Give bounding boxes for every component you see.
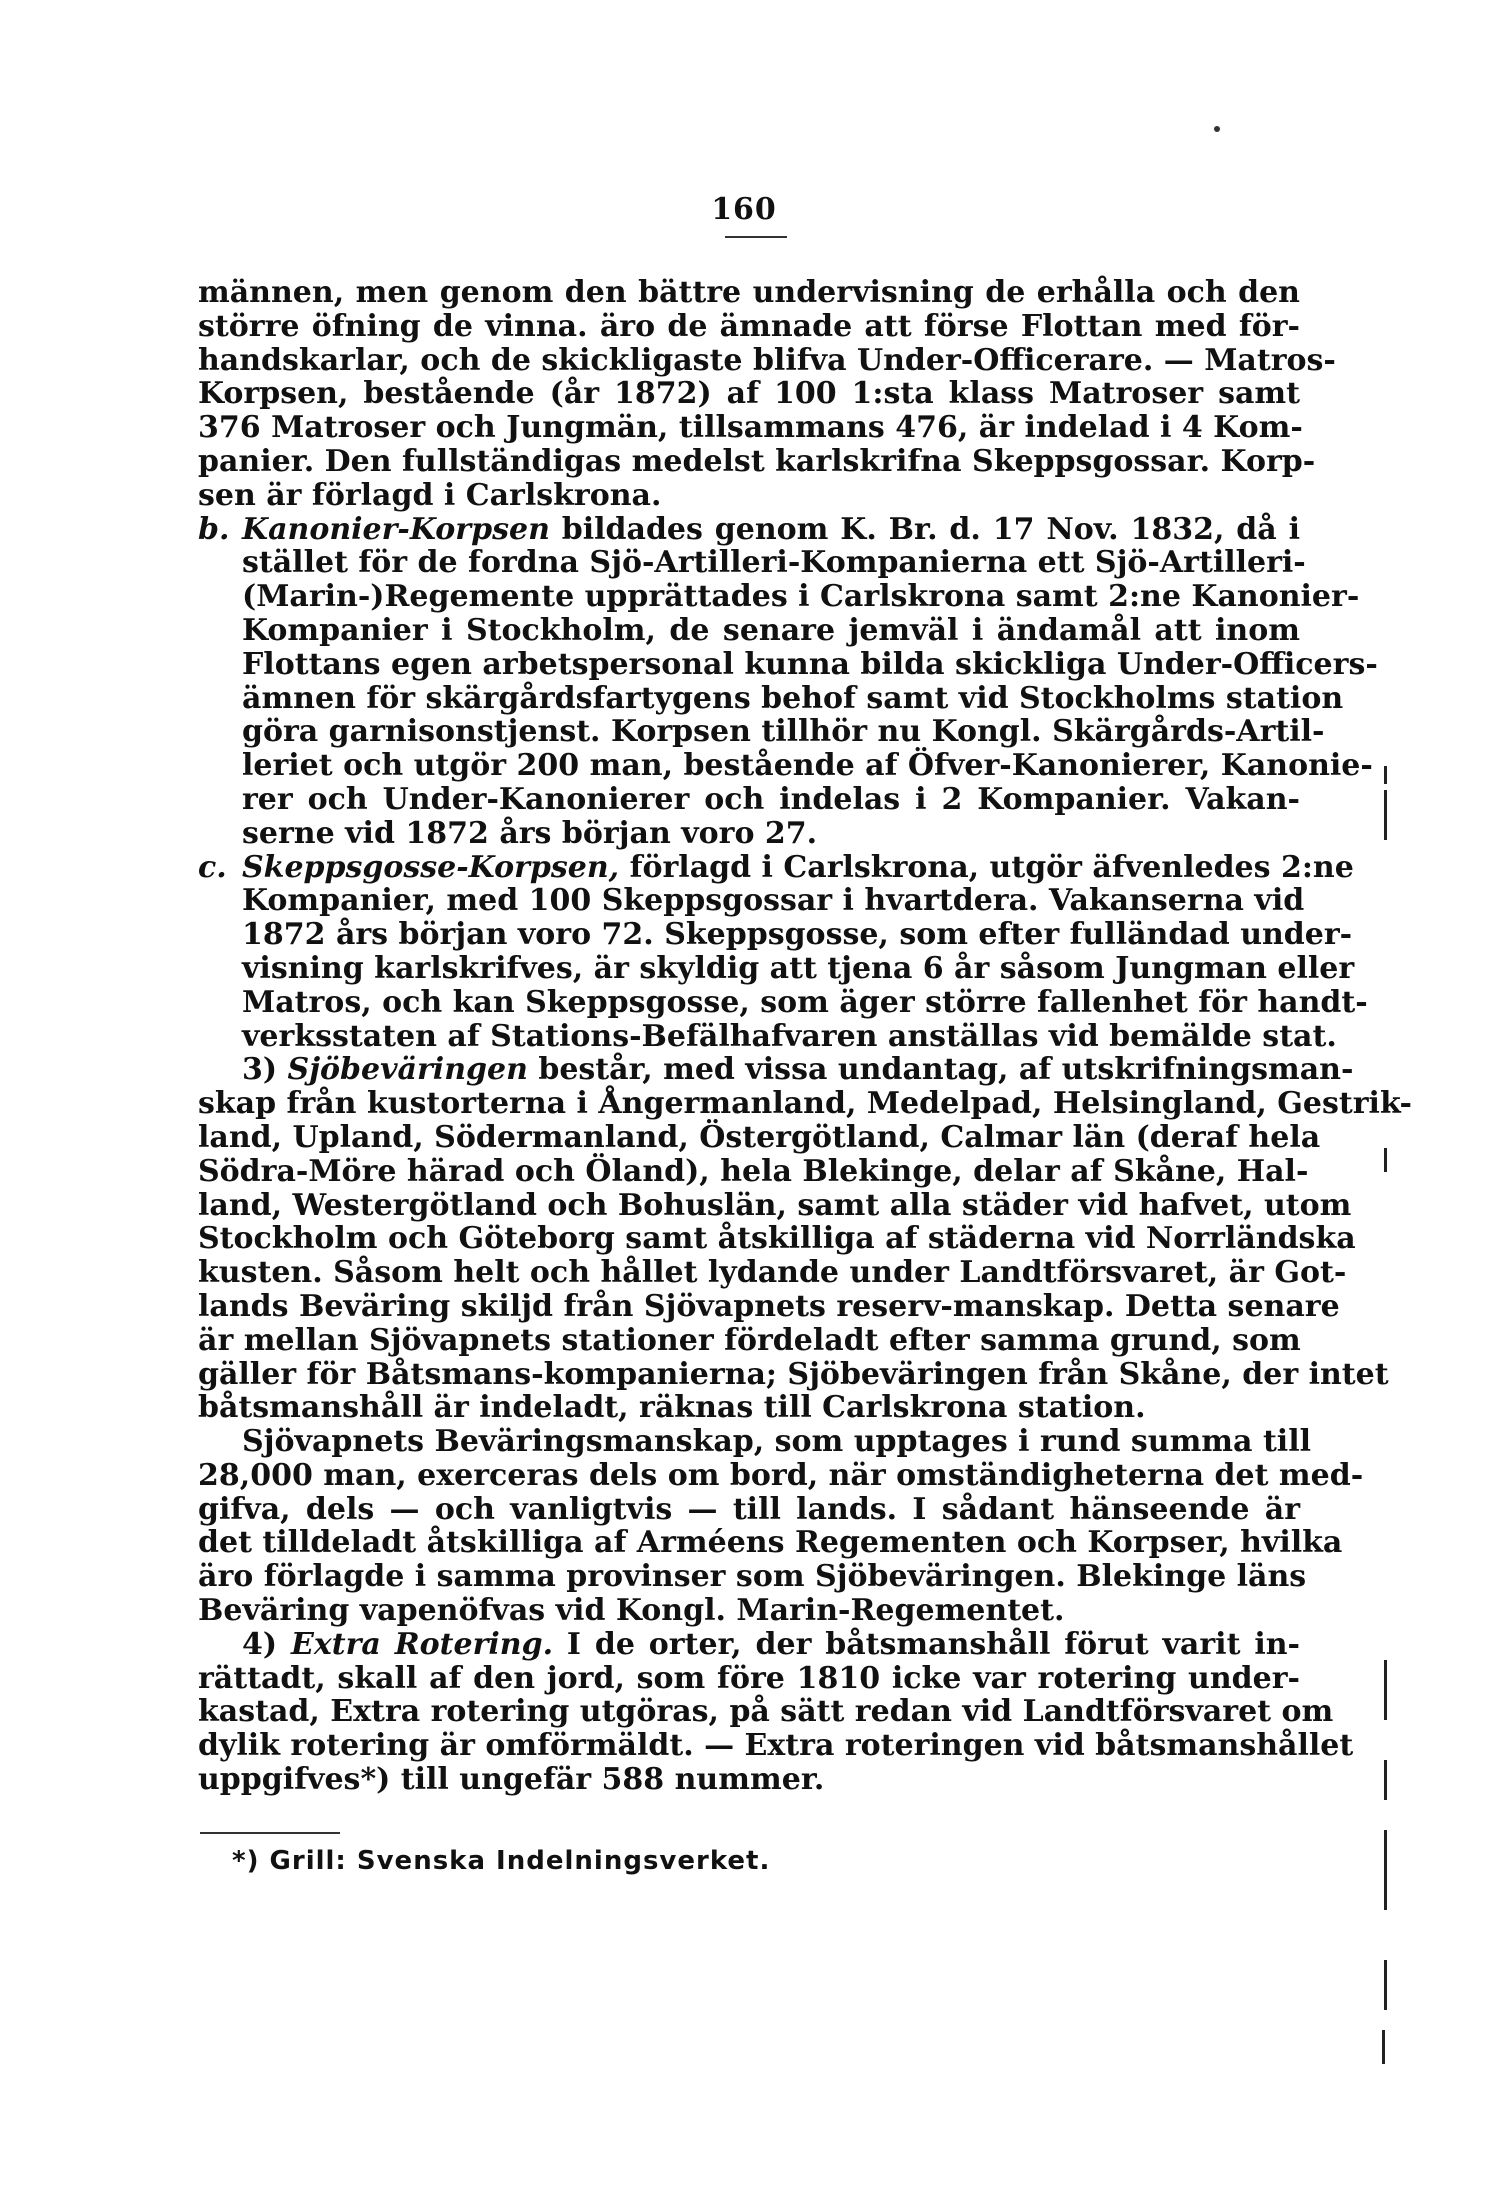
section-title: Sjöbeväringen <box>287 1052 528 1088</box>
text-line: Stockholm och Göteborg samt åtskilliga af städerna vid Norrländska <box>198 1221 1356 1257</box>
margin-mark <box>1384 1830 1387 1910</box>
text-line: 1872 års början voro 72. Skeppsgosse, som efter fulländad under- <box>242 917 1353 953</box>
margin-mark <box>1384 1960 1387 2010</box>
text-line: handskarlar, och de skickligaste blifva Under-Officerare. — Matros- <box>198 342 1336 378</box>
text-line: Korpsen, bestående (år 1872) af 100 1:sta klass Matroser samt <box>198 376 1300 412</box>
margin-mark <box>1384 1760 1387 1800</box>
body-text <box>198 275 1412 1798</box>
text-line: land, Upland, Södermanland, Östergötland, Calmar län (deraf hela <box>198 1119 1321 1155</box>
section-b-heading-line <box>198 513 1300 547</box>
text-line: männen, men genom den bättre undervisning de erhålla och den <box>198 275 1300 310</box>
section-marker: 3) <box>242 1052 278 1088</box>
text-line: Flottans egen arbetspersonal kunna bilda skickliga Under-Officers- <box>242 646 1378 682</box>
footnote-rule <box>200 1832 340 1834</box>
text-line: rättadt, skall af den jord, som före 1810 icke var rotering under- <box>198 1660 1300 1696</box>
text-line: visning karlskrifves, är skyldig att tjena 6 år såsom Jungman eller <box>242 950 1355 986</box>
section-marker: 4) <box>242 1626 278 1662</box>
text-line: det tilldeladt åtskilliga af Arméens Regementen och Korpser, hvilka <box>198 1525 1343 1561</box>
text-line: 376 Matroser och Jungmän, tillsammans 476, är indelad i 4 Kom- <box>198 410 1303 446</box>
text-line: skap från kustorterna i Ångermanland, Medelpad, Helsingland, Gestrik- <box>198 1086 1412 1122</box>
text-fragment: består, med vissa undantag, af utskrifningsman- <box>538 1052 1354 1088</box>
section-c-heading-line <box>198 849 1354 885</box>
text-line: leriet och utgör 200 man, bestående af Öfver-Kanonierer, Kanonie- <box>242 748 1373 784</box>
text-fragment: bildades genom K. Br. d. 17 Nov. 1832, då i <box>561 511 1300 547</box>
margin-mark <box>1384 1660 1387 1720</box>
section-marker: b. <box>198 511 230 547</box>
section-marker: c. <box>198 849 227 885</box>
text-fragment: förlagd i Carlskrona, utgör äfvenledes 2:ne <box>629 849 1354 885</box>
text-line: Matros, och kan Skeppsgosse, som äger större fallenhet för handt- <box>242 984 1368 1020</box>
margin-mark <box>1384 790 1387 840</box>
margin-mark <box>1384 766 1387 784</box>
text-line: verksstaten af Stations-Befälhafvaren anställas vid bemälde stat. <box>242 1018 1337 1054</box>
text-line: rer och Under-Kanonierer och indelas i 2 Kompanier. Vakan- <box>242 781 1300 817</box>
text-line: gäller för Båtsmans-kompanierna; Sjöbeväringen från Skåne, der intet <box>198 1356 1389 1392</box>
section-title: Kanonier-Korpsen <box>242 511 550 547</box>
text-fragment: I de orter, der båtsmanshåll förut varit in- <box>566 1626 1300 1662</box>
text-line: båtsmanshåll är indeladt, räknas till Carlskrona station. <box>198 1390 1146 1426</box>
text-line: större öfning de vinna. äro de ämnade att förse Flottan med för- <box>198 308 1300 344</box>
footnote: *) Grill: Svenska Indelningsverket. <box>232 1846 771 1876</box>
text-line: 28,000 man, exerceras dels om bord, när omständigheterna det med- <box>198 1457 1364 1493</box>
text-line: (Marin-)Regemente upprättades i Carlskrona samt 2:ne Kanonier- <box>242 579 1360 615</box>
text-line: Beväring vapenöfvas vid Kongl. Marin-Regementet. <box>198 1593 1065 1629</box>
text-line: lands Beväring skiljd från Sjövapnets reserv-manskap. Detta senare <box>198 1288 1340 1324</box>
section-title: Extra Rotering. <box>290 1626 554 1662</box>
section-4-heading-line <box>198 1628 1300 1662</box>
text-line: Kompanier, med 100 Skeppsgossar i hvartdera. Vakanserna vid <box>242 883 1305 919</box>
text-line: panier. Den fullständigas medelst karlskrifna Skeppsgossar. Korp- <box>198 443 1316 479</box>
margin-mark <box>1384 1148 1387 1172</box>
text-line: Södra-Möre härad och Öland), hela Blekinge, delar af Skåne, Hal- <box>198 1153 1309 1189</box>
text-line: kastad, Extra rotering utgöras, på sätt redan vid Landtförsvaret om <box>198 1694 1334 1730</box>
text-line: Sjövapnets Beväringsmanskap, som upptages i rund summa till <box>242 1424 1311 1460</box>
text-line: sen är förlagd i Carlskrona. <box>198 477 662 513</box>
text-line: serne vid 1872 års början voro 27. <box>242 815 818 851</box>
section-3-heading-line <box>198 1052 1354 1088</box>
text-line: ämnen för skärgårdsfartygens behof samt vid Stockholms station <box>242 680 1344 716</box>
text-line: dylik rotering är omförmäldt. — Extra roteringen vid båtsmanshållet <box>198 1728 1354 1764</box>
section-title: Skeppsgosse-Korpsen, <box>242 849 620 885</box>
text-line: äro förlagde i samma provinser som Sjöbeväringen. Blekinge läns <box>198 1559 1307 1595</box>
text-line: är mellan Sjövapnets stationer fördeladt efter samma grund, som <box>198 1322 1301 1358</box>
text-line: göra garnisonstjenst. Korpsen tillhör nu Kongl. Skärgårds-Artil- <box>242 714 1325 750</box>
text-line: uppgifves*) till ungefär 588 nummer. <box>198 1762 825 1798</box>
text-line: gifva, dels — och vanligtvis — till lands. I sådant hänseende är <box>198 1491 1300 1527</box>
text-line: stället för de fordna Sjö-Artilleri-Kompanierna ett Sjö-Artilleri- <box>242 545 1306 581</box>
margin-mark <box>1382 2030 1385 2064</box>
text-line: land, Westergötland och Bohuslän, samt alla städer vid hafvet, utom <box>198 1187 1352 1223</box>
page-number: 160 <box>711 192 777 227</box>
text-line: Kompanier i Stockholm, de senare jemväl i ändamål att inom <box>242 612 1300 648</box>
page-number-rule <box>725 236 787 238</box>
ink-speck <box>1214 126 1220 132</box>
text-line: kusten. Såsom helt och hållet lydande under Landtförsvaret, är Got- <box>198 1255 1347 1291</box>
